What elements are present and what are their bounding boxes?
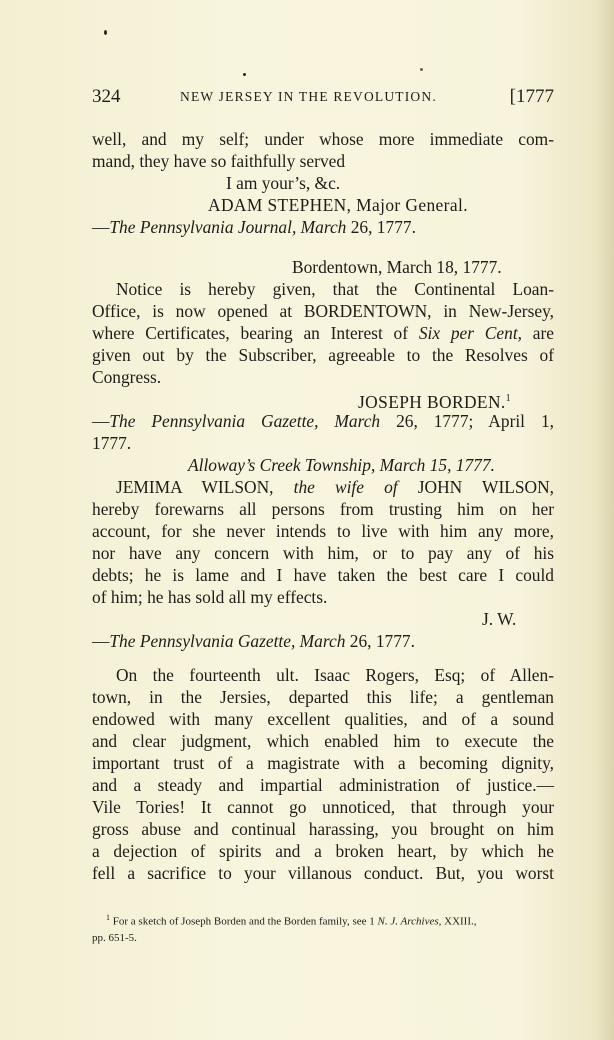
ink-speck (420, 68, 423, 71)
closing-salutation: I am your’s, &c. (226, 173, 341, 193)
text-line: of him; he has sold all my effects. (92, 587, 328, 607)
header-year: [1777 (509, 86, 554, 107)
source-citation: —The Pennsylvania Journal, March 26, 1777. (92, 217, 416, 237)
text-line: account, for she never intends to live with him any more, (92, 521, 554, 541)
text-line: hereby forewarns all persons from trusting him on her (92, 499, 554, 519)
text-line: Notice is hereby given, that the Continental Loan- (116, 279, 554, 299)
text-line: fell a sacrifice to your villanous conduct. But, you worst (92, 863, 554, 883)
text-line: On the fourteenth ult. Isaac Rogers, Esq; of Allen- (116, 665, 554, 685)
text-line: important trust of a magistrate with a becoming dignity, (92, 753, 554, 773)
text-line: Congress. (92, 367, 162, 387)
running-header (92, 86, 554, 114)
text-line: Vile Tories! It cannot go unnoticed, that through your (92, 797, 554, 817)
text-line: given out by the Subscriber, agreeable to the Resolves of (92, 345, 554, 365)
signature: J. W. (482, 609, 517, 629)
footnote: $^1$ For a sketch of Joseph Borden and the Borden family, see 1 N. J. Archives, XXIII., pp. 651-5. (92, 913, 477, 944)
text-line: debts; he is lame and I have taken the best care I could (92, 565, 554, 585)
page-number: 324 (92, 86, 121, 107)
text-line: where Certificates, bearing an Interest of Six per Cent, are (92, 323, 555, 343)
source-citation-cont: 1777. (92, 433, 132, 453)
text-line: gross abuse and continual harassing, you brought on him (92, 819, 554, 839)
source-citation: —The Pennsylvania Gazette, March 26, 1777. (92, 631, 415, 651)
text-line: mand, they have so faithfully served (92, 151, 346, 171)
text-line: JEMIMA WILSON, the wife of JOHN WILSON, (116, 477, 554, 497)
text-line: nor have any concern with him, or to pay any of his (92, 543, 554, 563)
text-line: town, in the Jersies, departed this life; a gentleman (92, 687, 554, 707)
dateline: Alloway’s Creek Township, March 15, 1777. (188, 455, 495, 475)
running-title: NEW JERSEY IN THE REVOLUTION. (180, 89, 437, 104)
source-citation: —The Pennsylvania Gazette, March 26, 1777; April 1, (92, 411, 554, 431)
signature: JOSEPH BORDEN.$^1$ (358, 391, 512, 412)
ink-speck (243, 73, 246, 76)
dateline: Bordentown, March 18, 1777. (292, 257, 502, 277)
text-line: endowed with many excellent qualities, and of a sound (92, 709, 554, 729)
text-line: and clear judgment, which enabled him to execute the (92, 731, 554, 751)
ink-speck (104, 30, 107, 35)
text-line: and a steady and impartial administration of justice.— (92, 775, 554, 795)
signature: ADAM STEPHEN, Major General. (208, 195, 468, 215)
text-line: a dejection of spirits and a broken heart, by which he (92, 841, 554, 861)
text-line: Office, is now opened at BORDENTOWN, in New-Jersey, (92, 301, 554, 321)
text-line: well, and my self; under whose more immediate com- (92, 129, 554, 149)
